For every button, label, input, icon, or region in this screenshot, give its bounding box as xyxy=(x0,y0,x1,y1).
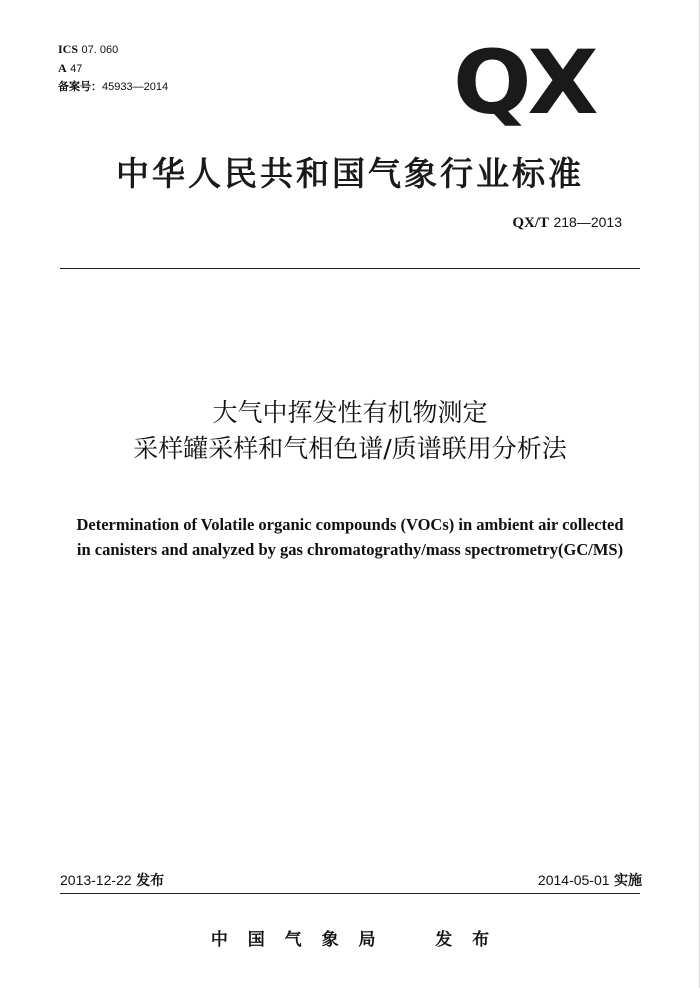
class-value: 47 xyxy=(70,63,83,75)
chinese-title-line-1: 大气中挥发性有机物测定 xyxy=(212,398,488,427)
class-key: A xyxy=(58,61,67,75)
record-key: 备案号 xyxy=(58,80,91,93)
top-divider xyxy=(60,268,640,269)
bottom-divider xyxy=(60,893,640,894)
english-title xyxy=(0,512,700,562)
standard-prefix: QX/T xyxy=(512,215,550,231)
chinese-title xyxy=(0,395,700,467)
ics-code xyxy=(58,40,168,59)
industry-standard-title: 中华人民共和国气象行业标准 xyxy=(116,154,584,193)
effective-date-block xyxy=(538,870,642,890)
record-number xyxy=(58,78,168,96)
standard-number xyxy=(512,214,622,232)
standard-code: 218—2013 xyxy=(553,214,622,230)
effective-date: 2014-05-01 xyxy=(537,872,610,888)
english-title-line-1: Determination of Volatile organic compounds (VOCs) in ambient air collected xyxy=(76,515,624,534)
record-separator: ： xyxy=(91,80,102,93)
issue-label: 发布 xyxy=(136,873,165,889)
ics-key: ICS xyxy=(58,42,79,56)
qx-logo-text: QX xyxy=(453,31,595,134)
issue-date-block xyxy=(60,870,164,890)
ics-value: 07. 060 xyxy=(81,44,119,56)
class-code xyxy=(58,59,168,78)
record-value: 45933—2014 xyxy=(102,81,169,93)
chinese-title-line-2: 采样罐采样和气相色谱/质谱联用分析法 xyxy=(133,434,567,463)
english-title-line-2: in canisters and analyzed by gas chromatograthy/mass spectrometry(GC/MS) xyxy=(76,540,624,559)
issuing-authority: 中 国 气 象 局 发 布 xyxy=(210,930,490,950)
issue-date: 2013-12-22 xyxy=(60,872,132,888)
classification-block xyxy=(58,40,168,96)
qx-logo xyxy=(453,31,601,134)
effective-label: 实施 xyxy=(614,873,642,889)
